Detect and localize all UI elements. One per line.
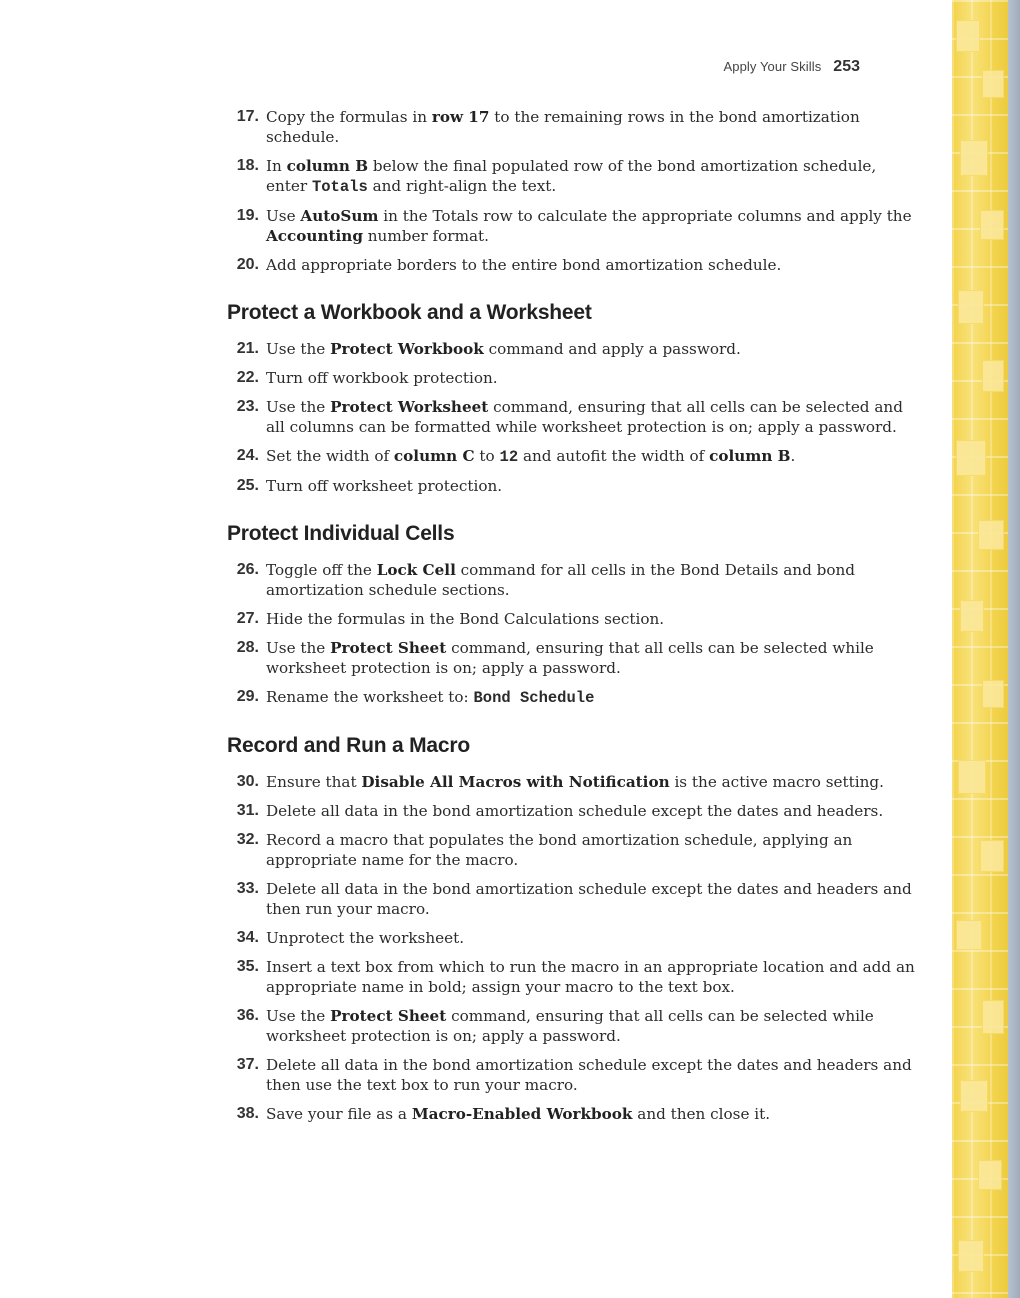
list-item	[227, 206, 917, 246]
step-number: 35.	[236, 958, 259, 975]
decorative-tile	[958, 760, 986, 794]
step-number: 33.	[236, 880, 259, 897]
list-item	[227, 609, 917, 629]
decorative-page-edge	[1008, 0, 1020, 1298]
step-text: Delete all data in the bond amortization schedule except the dates and headers and then run your macro.	[266, 880, 912, 918]
step-text: Ensure that Disable All Macros with Notification is the active macro setting.	[266, 773, 884, 791]
list-item	[227, 1006, 917, 1046]
decorative-tile	[956, 440, 986, 476]
list-item	[227, 638, 917, 678]
list-item	[227, 560, 917, 600]
step-text: Set the width of column C to 12 and autofit the width of column B.	[266, 447, 796, 466]
page-number: 253	[833, 58, 860, 75]
step-text: Use the Protect Sheet command, ensuring that all cells can be selected while worksheet protection is on; apply a password.	[266, 1007, 874, 1045]
step-text: Record a macro that populates the bond amortization schedule, applying an appropriate name for the macro.	[266, 831, 853, 869]
step-text: Copy the formulas in row 17 to the remaining rows in the bond amortization schedule.	[266, 108, 860, 146]
step-number: 34.	[236, 929, 259, 946]
decorative-tile	[958, 290, 984, 324]
list-item	[227, 957, 917, 997]
list-item	[227, 368, 917, 388]
list-item	[227, 801, 917, 821]
decorative-tile	[956, 920, 982, 950]
decorative-side-stripe	[952, 0, 1008, 1298]
step-number: 21.	[236, 340, 259, 357]
step-text: Use the Protect Worksheet command, ensuring that all cells can be selected and all columns can be formatted while worksheet protection is on; apply a password.	[266, 398, 903, 436]
list-item	[227, 107, 917, 147]
step-number: 22.	[236, 369, 259, 386]
step-number: 24.	[236, 447, 259, 464]
list-item	[227, 830, 917, 870]
decorative-tile	[982, 70, 1004, 98]
step-number: 37.	[236, 1056, 259, 1073]
step-number: 19.	[236, 207, 259, 224]
step-number: 27.	[236, 610, 259, 627]
running-header	[723, 58, 860, 76]
step-text: Save your file as a Macro-Enabled Workbook and then close it.	[266, 1105, 771, 1123]
steps-list-a	[227, 107, 917, 275]
step-text: Turn off worksheet protection.	[266, 477, 503, 495]
decorative-tile	[978, 520, 1004, 550]
step-text: Insert a text box from which to run the macro in an appropriate location and add an appropriate name in bold; assign your macro to the text box.	[266, 958, 915, 996]
decorative-tile	[978, 1160, 1002, 1190]
step-text: Hide the formulas in the Bond Calculations section.	[266, 610, 665, 628]
list-item	[227, 156, 917, 197]
step-text: Unprotect the worksheet.	[266, 929, 465, 947]
step-text: In column B below the final populated row of the bond amortization schedule, enter Totals and right-align the text.	[266, 157, 877, 196]
step-text: Toggle off the Lock Cell command for all cells in the Bond Details and bond amortization schedule sections.	[266, 561, 856, 599]
decorative-tile	[980, 840, 1004, 872]
decorative-tile	[982, 1000, 1004, 1034]
step-number: 30.	[236, 773, 259, 790]
list-item	[227, 339, 917, 359]
step-text: Add appropriate borders to the entire bond amortization schedule.	[266, 256, 782, 274]
step-number: 32.	[236, 831, 259, 848]
decorative-tile	[960, 600, 984, 632]
steps-list-d	[227, 772, 917, 1124]
step-text: Use AutoSum in the Totals row to calculate the appropriate columns and apply the Accounting number format.	[266, 207, 912, 245]
list-item	[227, 397, 917, 437]
heading-record-macro: Record and Run a Macro	[227, 734, 470, 757]
decorative-tile	[956, 20, 980, 52]
step-number: 36.	[236, 1007, 259, 1024]
step-number: 23.	[236, 398, 259, 415]
list-item	[227, 1104, 917, 1124]
list-item	[227, 772, 917, 792]
step-number: 26.	[236, 561, 259, 578]
list-item	[227, 476, 917, 496]
heading-protect-workbook: Protect a Workbook and a Worksheet	[227, 301, 592, 324]
list-item	[227, 255, 917, 275]
page-content	[227, 107, 917, 1133]
decorative-tile	[982, 360, 1004, 392]
step-number: 17.	[236, 108, 259, 125]
step-number: 31.	[236, 802, 259, 819]
step-text: Rename the worksheet to: Bond Schedule	[266, 688, 595, 707]
step-text: Delete all data in the bond amortization schedule except the dates and headers.	[266, 802, 884, 820]
steps-list-b	[227, 339, 917, 496]
running-header-section: Apply Your Skills	[723, 59, 822, 74]
step-number: 29.	[236, 688, 259, 705]
decorative-tile	[960, 1080, 988, 1112]
step-text: Turn off workbook protection.	[266, 369, 498, 387]
list-item	[227, 1055, 917, 1095]
decorative-tile	[982, 680, 1004, 708]
decorative-tile	[960, 140, 988, 176]
list-item	[227, 928, 917, 948]
list-item	[227, 446, 917, 467]
heading-protect-cells: Protect Individual Cells	[227, 522, 455, 545]
decorative-tile	[980, 210, 1004, 240]
list-item	[227, 687, 917, 708]
step-number: 38.	[236, 1105, 259, 1122]
step-text: Use the Protect Workbook command and apply a password.	[266, 340, 741, 358]
step-number: 20.	[236, 256, 259, 273]
decorative-tile	[958, 1240, 984, 1272]
list-item	[227, 879, 917, 919]
steps-list-c	[227, 560, 917, 708]
step-number: 28.	[236, 639, 259, 656]
step-number: 25.	[236, 477, 259, 494]
step-text: Use the Protect Sheet command, ensuring that all cells can be selected while worksheet protection is on; apply a password.	[266, 639, 874, 677]
step-text: Delete all data in the bond amortization schedule except the dates and headers and then use the text box to run your macro.	[266, 1056, 912, 1094]
step-number: 18.	[236, 157, 259, 174]
